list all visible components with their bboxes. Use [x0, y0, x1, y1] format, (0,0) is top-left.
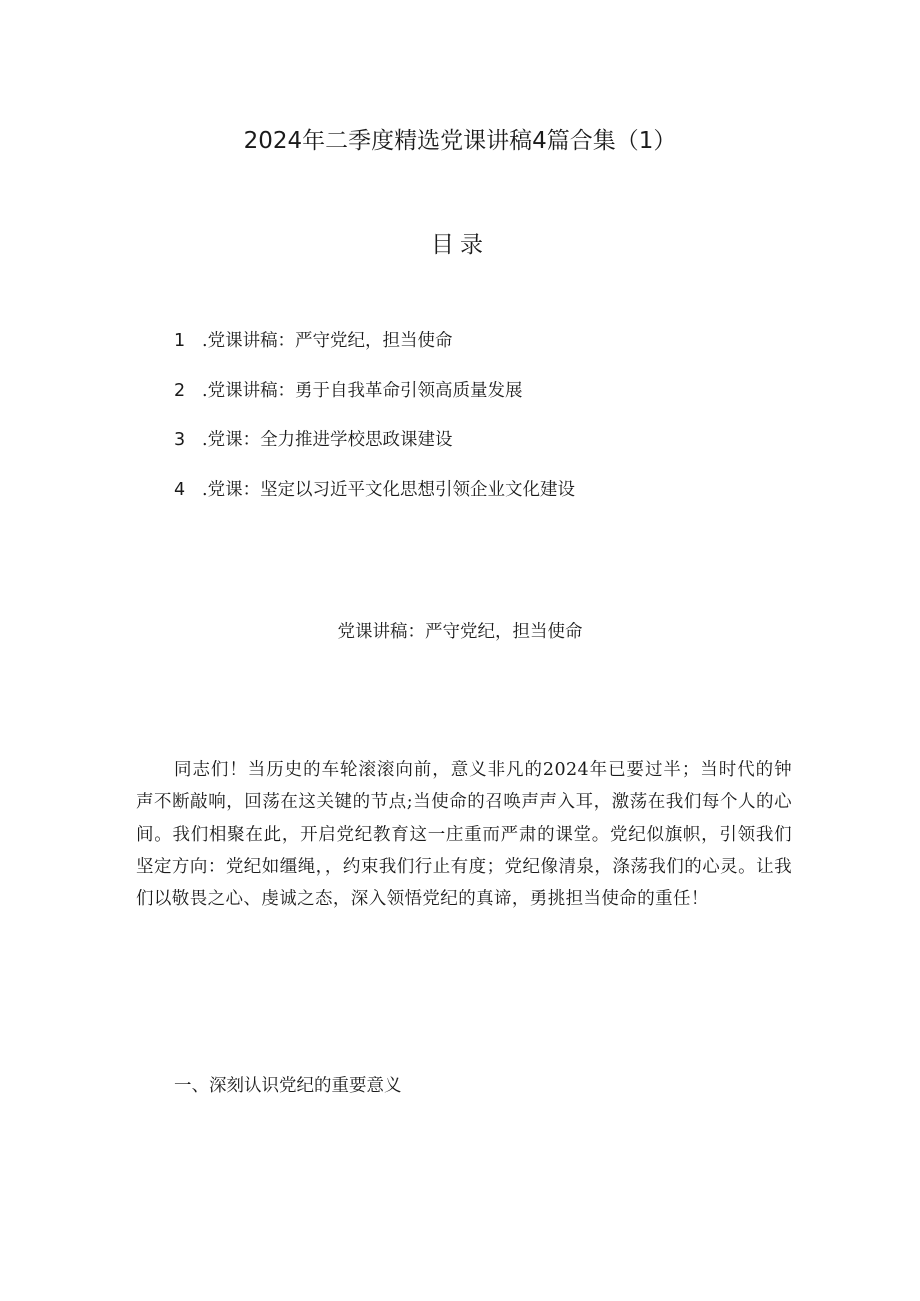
toc-item-4[interactable] — [174, 477, 575, 527]
document-title: 2024年二季度精选党课讲稿4篇合集（1） — [243, 128, 677, 154]
toc-heading: 目录 — [431, 232, 489, 258]
toc-item-label: .党课：全力推进学校思政课建设 — [202, 430, 453, 450]
toc-item-2[interactable] — [174, 378, 575, 428]
toc-item-number: 4 — [174, 479, 186, 500]
toc-item-number: 1 — [174, 331, 186, 351]
subheading-1: 一、深刻认识党纪的重要意义 — [174, 1076, 402, 1096]
intro-paragraph: 同志们！当历史的车轮滚滚向前，意义非凡的2024年已要过半；当时代的钟声不断敲响，回荡在这关键的节点;当使命的召唤声声入耳，激荡在我们每个人的心间。我们相聚在此，开启党纪教育这一庄重而严肃的课堂。党纪似旗帜，引领我们坚定方向：党纪如缰绳，，约束我们行止有度；党纪像清泉，涤荡我们的心灵。让我们以敬畏之心、虔诚之态，深入领悟党纪的真谛，勇挑担当使命的重任！ — [136, 760, 792, 910]
table-of-contents — [174, 328, 575, 526]
toc-item-label: .党课讲稿：严守党纪，担当使命 — [202, 331, 453, 351]
toc-item-number: 2 — [174, 380, 186, 401]
toc-item-3[interactable] — [174, 427, 575, 477]
toc-item-label: .党课：坚定以习近平文化思想引领企业文化建设 — [202, 479, 576, 500]
toc-item-label: .党课讲稿：勇于自我革命引领高质量发展 — [202, 380, 523, 401]
toc-item-number: 3 — [174, 430, 186, 450]
toc-item-1[interactable] — [174, 328, 575, 378]
section-title: 党课讲稿：严守党纪，担当使命 — [337, 622, 583, 642]
